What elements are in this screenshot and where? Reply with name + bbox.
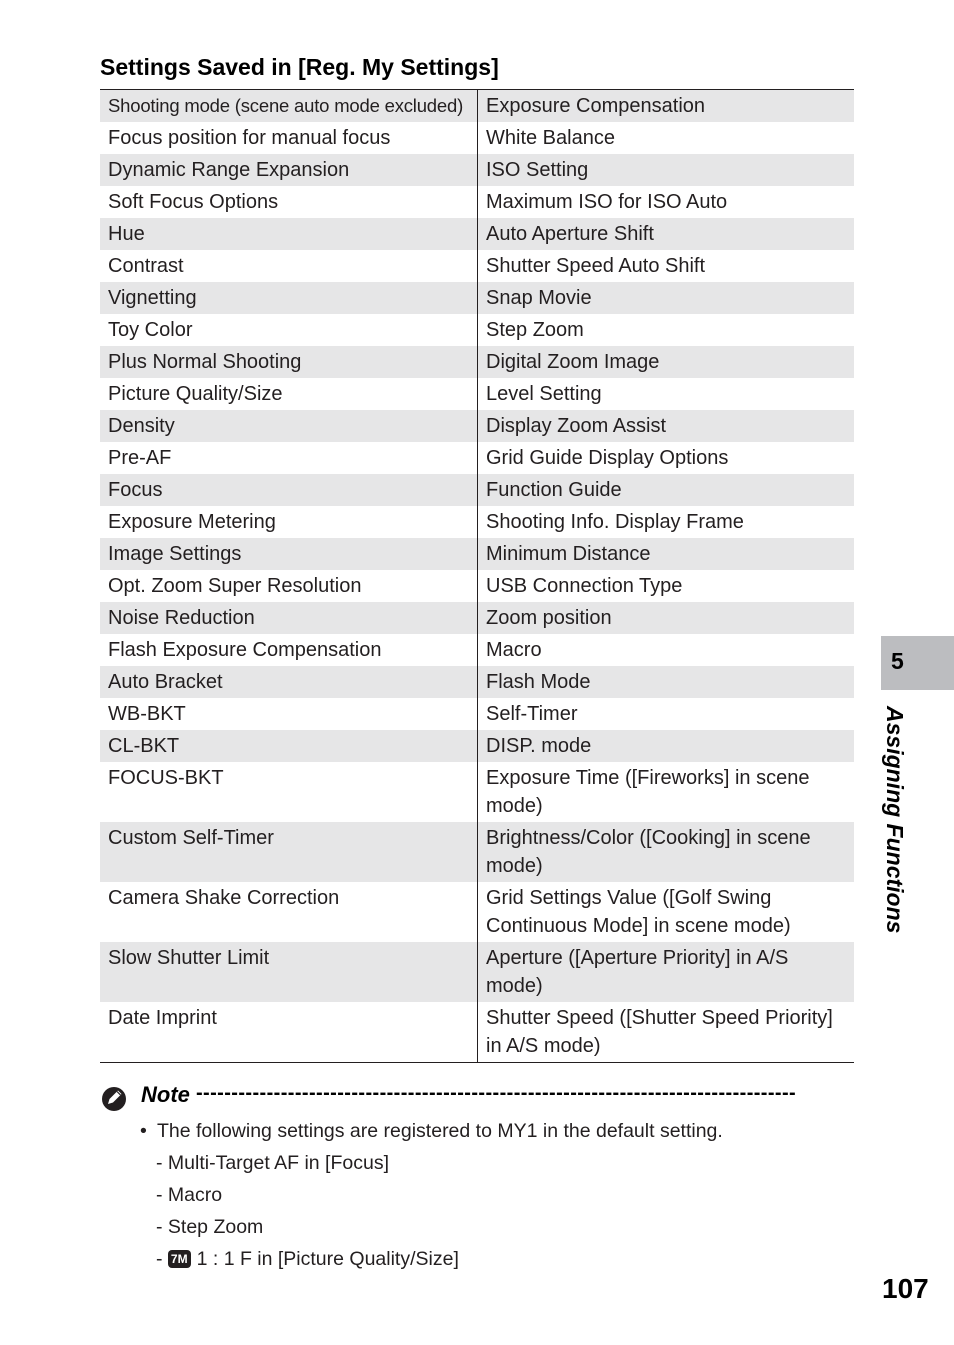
table-cell-right: Exposure Time ([Fireworks] in scene mode)	[478, 762, 855, 822]
table-cell-left: Slow Shutter Limit	[100, 942, 478, 1002]
table-cell-right: Grid Settings Value ([Golf Swing Continuous Mode] in scene mode)	[478, 882, 855, 942]
table-cell-left: Custom Self-Timer	[100, 822, 478, 882]
table-cell-right: Flash Mode	[478, 666, 855, 698]
table-row	[100, 474, 854, 506]
table-row	[100, 1002, 854, 1063]
table-cell-left: FOCUS-BKT	[100, 762, 478, 822]
table-row	[100, 506, 854, 538]
table-row	[100, 346, 854, 378]
note-item-dash: -	[156, 1248, 163, 1270]
chapter-number: 5	[891, 648, 904, 674]
table-cell-left: WB-BKT	[100, 698, 478, 730]
table-cell-left: Exposure Metering	[100, 506, 478, 538]
table-cell-right: Zoom position	[478, 602, 855, 634]
table-cell-right: Macro	[478, 634, 855, 666]
table-cell-right: Grid Guide Display Options	[478, 442, 855, 474]
table-cell-right: Digital Zoom Image	[478, 346, 855, 378]
table-cell-right: Level Setting	[478, 378, 855, 410]
table-cell-right: Aperture ([Aperture Priority] in A/S mode)	[478, 942, 855, 1002]
table-row	[100, 538, 854, 570]
table-cell-left: Camera Shake Correction	[100, 882, 478, 942]
note-item-picture-size	[156, 1248, 459, 1271]
table-row	[100, 762, 854, 822]
table-cell-right: USB Connection Type	[478, 570, 855, 602]
table-row	[100, 942, 854, 1002]
table-row	[100, 122, 854, 154]
table-cell-left: Vignetting	[100, 282, 478, 314]
note-header	[100, 1082, 860, 1114]
page-number: 107	[882, 1273, 929, 1304]
table-row	[100, 218, 854, 250]
table-cell-left: Focus	[100, 474, 478, 506]
table-row	[100, 90, 854, 123]
table-cell-right: Auto Aperture Shift	[478, 218, 855, 250]
table-cell-left: Pre-AF	[100, 442, 478, 474]
table-cell-left: Focus position for manual focus	[100, 122, 478, 154]
table-row	[100, 698, 854, 730]
table-cell-left: Plus Normal Shooting	[100, 346, 478, 378]
settings-table-body	[100, 90, 854, 1063]
table-cell-left: Shooting mode (scene auto mode excluded)	[100, 90, 478, 123]
table-row	[100, 634, 854, 666]
table-cell-left: Contrast	[100, 250, 478, 282]
table-row	[100, 822, 854, 882]
settings-table	[100, 89, 854, 1063]
table-cell-left: Density	[100, 410, 478, 442]
table-row	[100, 882, 854, 942]
table-row	[100, 602, 854, 634]
table-cell-right: Function Guide	[478, 474, 855, 506]
table-row	[100, 666, 854, 698]
table-cell-right: DISP. mode	[478, 730, 855, 762]
table-cell-left: Auto Bracket	[100, 666, 478, 698]
table-cell-right: Minimum Distance	[478, 538, 855, 570]
chapter-label: Assigning Functions	[882, 706, 908, 934]
table-cell-right: ISO Setting	[478, 154, 855, 186]
pencil-note-icon	[100, 1084, 128, 1112]
table-row	[100, 442, 854, 474]
section-heading: Settings Saved in [Reg. My Settings]	[100, 54, 499, 80]
table-row	[100, 410, 854, 442]
note-text: The following settings are registered to MY1 in the default setting.	[157, 1120, 723, 1142]
table-cell-right: Shooting Info. Display Frame	[478, 506, 855, 538]
table-cell-left: Hue	[100, 218, 478, 250]
note-item: - Multi-Target AF in [Focus]	[156, 1152, 389, 1174]
table-cell-right: Self-Timer	[478, 698, 855, 730]
table-cell-left: CL-BKT	[100, 730, 478, 762]
table-cell-left: Toy Color	[100, 314, 478, 346]
table-row	[100, 730, 854, 762]
table-cell-left: Opt. Zoom Super Resolution	[100, 570, 478, 602]
table-row	[100, 314, 854, 346]
table-cell-right: Snap Movie	[478, 282, 855, 314]
table-cell-right: Shutter Speed Auto Shift	[478, 250, 855, 282]
table-row	[100, 250, 854, 282]
chapter-tab	[881, 636, 954, 690]
table-cell-left: Dynamic Range Expansion	[100, 154, 478, 186]
table-row	[100, 282, 854, 314]
table-cell-right: Shutter Speed ([Shutter Speed Priority] in A/S mode)	[478, 1002, 855, 1063]
table-cell-left: Soft Focus Options	[100, 186, 478, 218]
note-item: - Step Zoom	[156, 1216, 264, 1238]
table-row	[100, 154, 854, 186]
note-item-text: 1 : 1 F in [Picture Quality/Size]	[196, 1248, 459, 1270]
note-bullet: •	[140, 1120, 147, 1142]
table-cell-right: Display Zoom Assist	[478, 410, 855, 442]
table-cell-left: Noise Reduction	[100, 602, 478, 634]
table-cell-left: Date Imprint	[100, 1002, 478, 1063]
note-title: Note	[141, 1082, 190, 1107]
table-cell-right: Brightness/Color ([Cooking] in scene mode)	[478, 822, 855, 882]
table-row	[100, 186, 854, 218]
table-cell-right: White Balance	[478, 122, 855, 154]
note-block	[100, 1082, 860, 1270]
table-cell-left: Flash Exposure Compensation	[100, 634, 478, 666]
table-row	[100, 570, 854, 602]
note-dash-rule: -------------------------------------------------------------------------------------	[196, 1082, 797, 1104]
table-row	[100, 378, 854, 410]
table-cell-left: Image Settings	[100, 538, 478, 570]
note-item: - Macro	[156, 1184, 223, 1206]
image-size-7m-icon: 7M	[168, 1250, 191, 1268]
table-cell-right: Maximum ISO for ISO Auto	[478, 186, 855, 218]
table-cell-left: Picture Quality/Size	[100, 378, 478, 410]
table-cell-right: Step Zoom	[478, 314, 855, 346]
table-cell-right: Exposure Compensation	[478, 90, 855, 123]
